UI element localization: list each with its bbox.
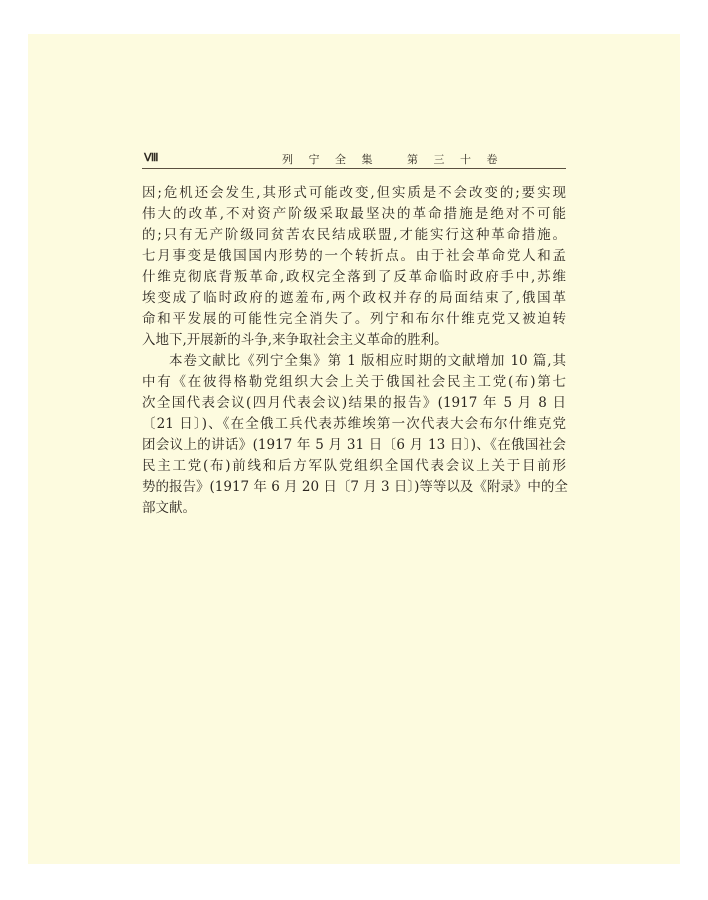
page-header: [142, 150, 566, 169]
paragraph-start-line: 本卷文献比《列宁全集》第 1 版相应时期的文献增加 10 篇,其: [169, 353, 566, 369]
text-line: 什维克彻底背叛革命,政权完全落到了反革命临时政府手中,苏维: [142, 269, 566, 285]
text-line: 团会议上的讲话》(1917 年 5 月 31 日〔6 月 13 日〕)、《在俄国社会: [142, 437, 566, 453]
text-line: 的;只有无产阶级同贫苦农民结成联盟,才能实行这种革命措施。: [142, 227, 566, 243]
body-text: [142, 183, 566, 519]
running-title: 列 宁 全 集 第 三 十 卷: [282, 153, 504, 166]
text-line: 〔21 日〕)、《在全俄工兵代表苏维埃第一次代表大会布尔什维克党: [142, 416, 566, 432]
page-number: Ⅷ: [144, 152, 159, 164]
text-line: 次全国代表会议(四月代表会议)结果的报告》(1917 年 5 月 8 日: [142, 395, 566, 411]
text-line: 中有《在彼得格勒党组织大会上关于俄国社会民主工党(布)第七: [142, 374, 566, 390]
text-line: 部文献。: [142, 500, 196, 516]
text-line: 命和平发展的可能性完全消失了。列宁和布尔什维克党又被迫转: [142, 311, 566, 327]
text-line: 入地下,开展新的斗争,来争取社会主义革命的胜利。: [142, 332, 448, 348]
text-line: 势的报告》(1917 年 6 月 20 日〔7 月 3 日〕)等等以及《附录》中的全: [142, 479, 568, 495]
text-line: 民主工党(布)前线和后方军队党组织全国代表会议上关于目前形: [142, 458, 566, 474]
text-line: 埃变成了临时政府的遮羞布,两个政权并存的局面结束了,俄国革: [142, 290, 566, 306]
text-line: 因;危机还会发生,其形式可能改变,但实质是不会改变的;要实现: [142, 185, 566, 201]
text-line: 七月事变是俄国国内形势的一个转折点。由于社会革命党人和孟: [142, 248, 566, 264]
text-line: 伟大的改革,不对资产阶级采取最坚决的革命措施是绝对不可能: [142, 206, 566, 222]
